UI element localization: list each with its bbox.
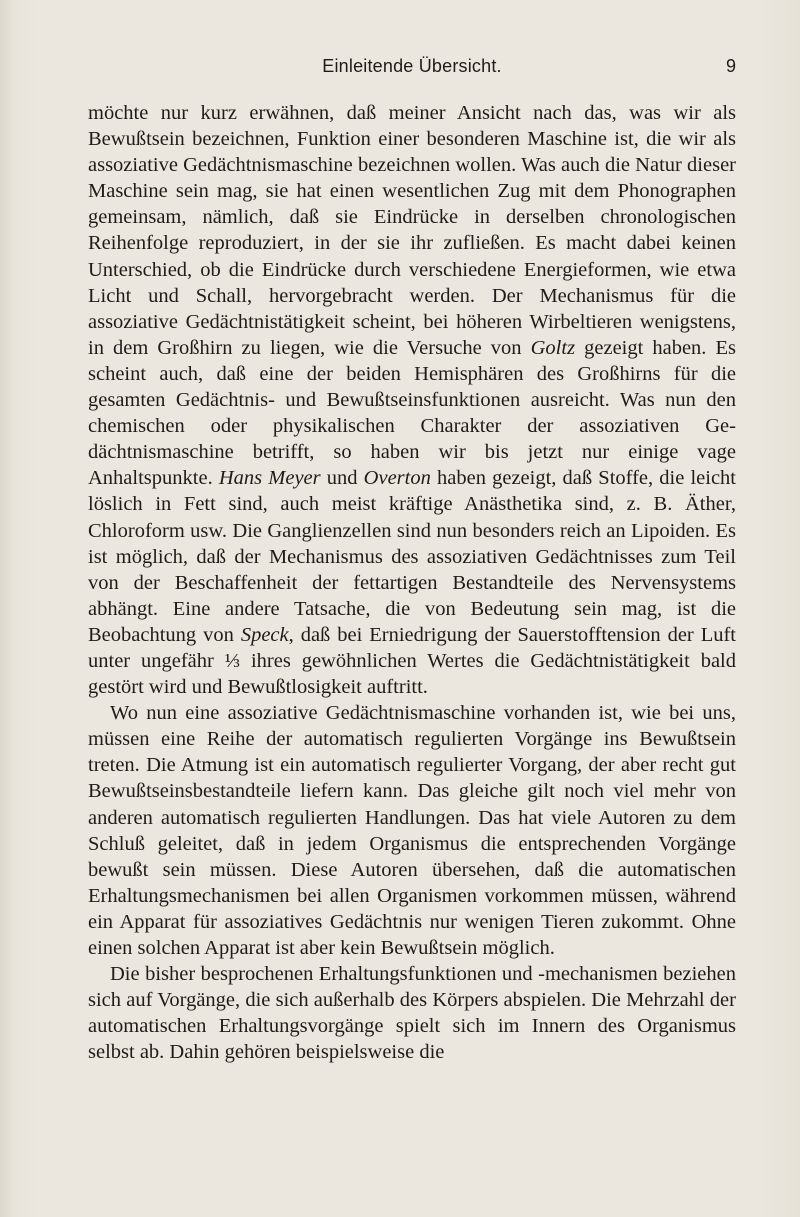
paragraph-2 bbox=[88, 700, 736, 961]
text-segment: Wo nun eine assoziative Gedächtnismaschine vorhanden ist, wie bei uns, müssen eine Reihe der automatisch regulierten Vorgänge ins Bewußtsein treten. Die Atmung ist ein automatisch regulierter Vorgang, der aber recht gut Bewußtseinsbestandteile liefern kann. Das gleiche gilt noch viel mehr von anderen automatisch regulierten Handlungen. Das hat viele Autoren zu dem Schluß geleitet, daß in jedem Organismus die entsprechenden Vorgänge bewußt sein müssen. Diese Autoren übersehen, daß die automatischen Erhaltungsmechanismen bei allen Organismen vorkommen müssen, während ein Apparat für assoziatives Gedächtnis nur wenigen Tieren zukommt. Ohne einen solchen Apparat ist aber kein Bewußtsein möglich. bbox=[88, 702, 736, 959]
text-segment: und bbox=[320, 467, 364, 490]
page-header bbox=[88, 56, 736, 84]
text-segment: , daß bei Erniedrigung der Sauerstofftension der Luft unter ungefähr ⅓ ihres gewöhnlichen Wertes die Gedächtnistätigkeit bald gestört wird und Bewußtlosigkeit auftritt. bbox=[88, 623, 736, 699]
text-segment: möchte nur kurz erwähnen, daß meiner Ansicht nach das, was wir als Bewußtsein bezeichnen, Funktion einer besonderen Maschine ist, die wir als assoziative Gedächtnismaschine bezeichnen wollen. Was auch die Natur dieser Maschine sein mag, sie hat einen wesentlichen Zug mit dem Phonographen gemeinsam, nämlich, daß sie Eindrücke in derselben chronologischen Reihenfolge reproduziert, in der sie ihr zufließen. Es macht dabei keinen Unterschied, ob die Eindrücke durch verschiedene Energieformen, wie etwa Licht und Schall, hervorgebracht werden. Der Mechanismus für die assoziative Gedächtnistätigkeit scheint, bei höheren Wirbeltieren wenigstens, in dem Großhirn zu liegen, wie die Versuche von bbox=[88, 102, 736, 359]
body-text bbox=[88, 100, 736, 1065]
text-segment: gezeigt haben. Es scheint auch, daß eine der beiden Hemisphären des Großhirns für die gesamten Gedächtnis- und Bewußtseinsfunktionen ausreicht. Was nun den chemischen oder physikalischen Charakter der assoziativen Gedächtnismaschine betrifft, so haben wir bis jetzt nur einige vage Anhaltspunkte. bbox=[88, 336, 736, 490]
author-name-hans-meyer: Hans Meyer bbox=[218, 467, 321, 490]
running-head: Einleitende Übersicht. bbox=[322, 56, 502, 76]
paragraph-3 bbox=[88, 961, 736, 1065]
author-name-speck: Speck bbox=[240, 623, 289, 646]
paragraph-1 bbox=[88, 100, 736, 700]
page-number: 9 bbox=[725, 56, 736, 76]
author-name-goltz: Goltz bbox=[530, 336, 576, 359]
text-segment: Die bisher besprochenen Erhaltungsfunktionen und -mechanismen beziehen sich auf Vorgänge, die sich außerhalb des Körpers abspielen. Die Mehrzahl der automatischen Erhaltungsvorgänge spielt sich im Innern des Organismus selbst ab. Dahin gehören beispielsweise die bbox=[88, 963, 736, 1064]
author-name-overton: Overton bbox=[363, 467, 431, 490]
text-segment: haben gezeigt, daß Stoffe, die leicht löslich in Fett sind, auch meist kräftige Anästhetika sind, z. B. Äther, Chloroform usw. Die Ganglienzellen sind nun besonders reich an Lipoiden. Es ist möglich, daß der Mechanismus des assoziativen Gedächtnisses zum Teil von der Beschaffenheit der fettartigen Bestandteile des Nervensystems abhängt. Eine andere Tatsache, die von Bedeutung sein mag, ist die Beobachtung von bbox=[88, 467, 737, 646]
